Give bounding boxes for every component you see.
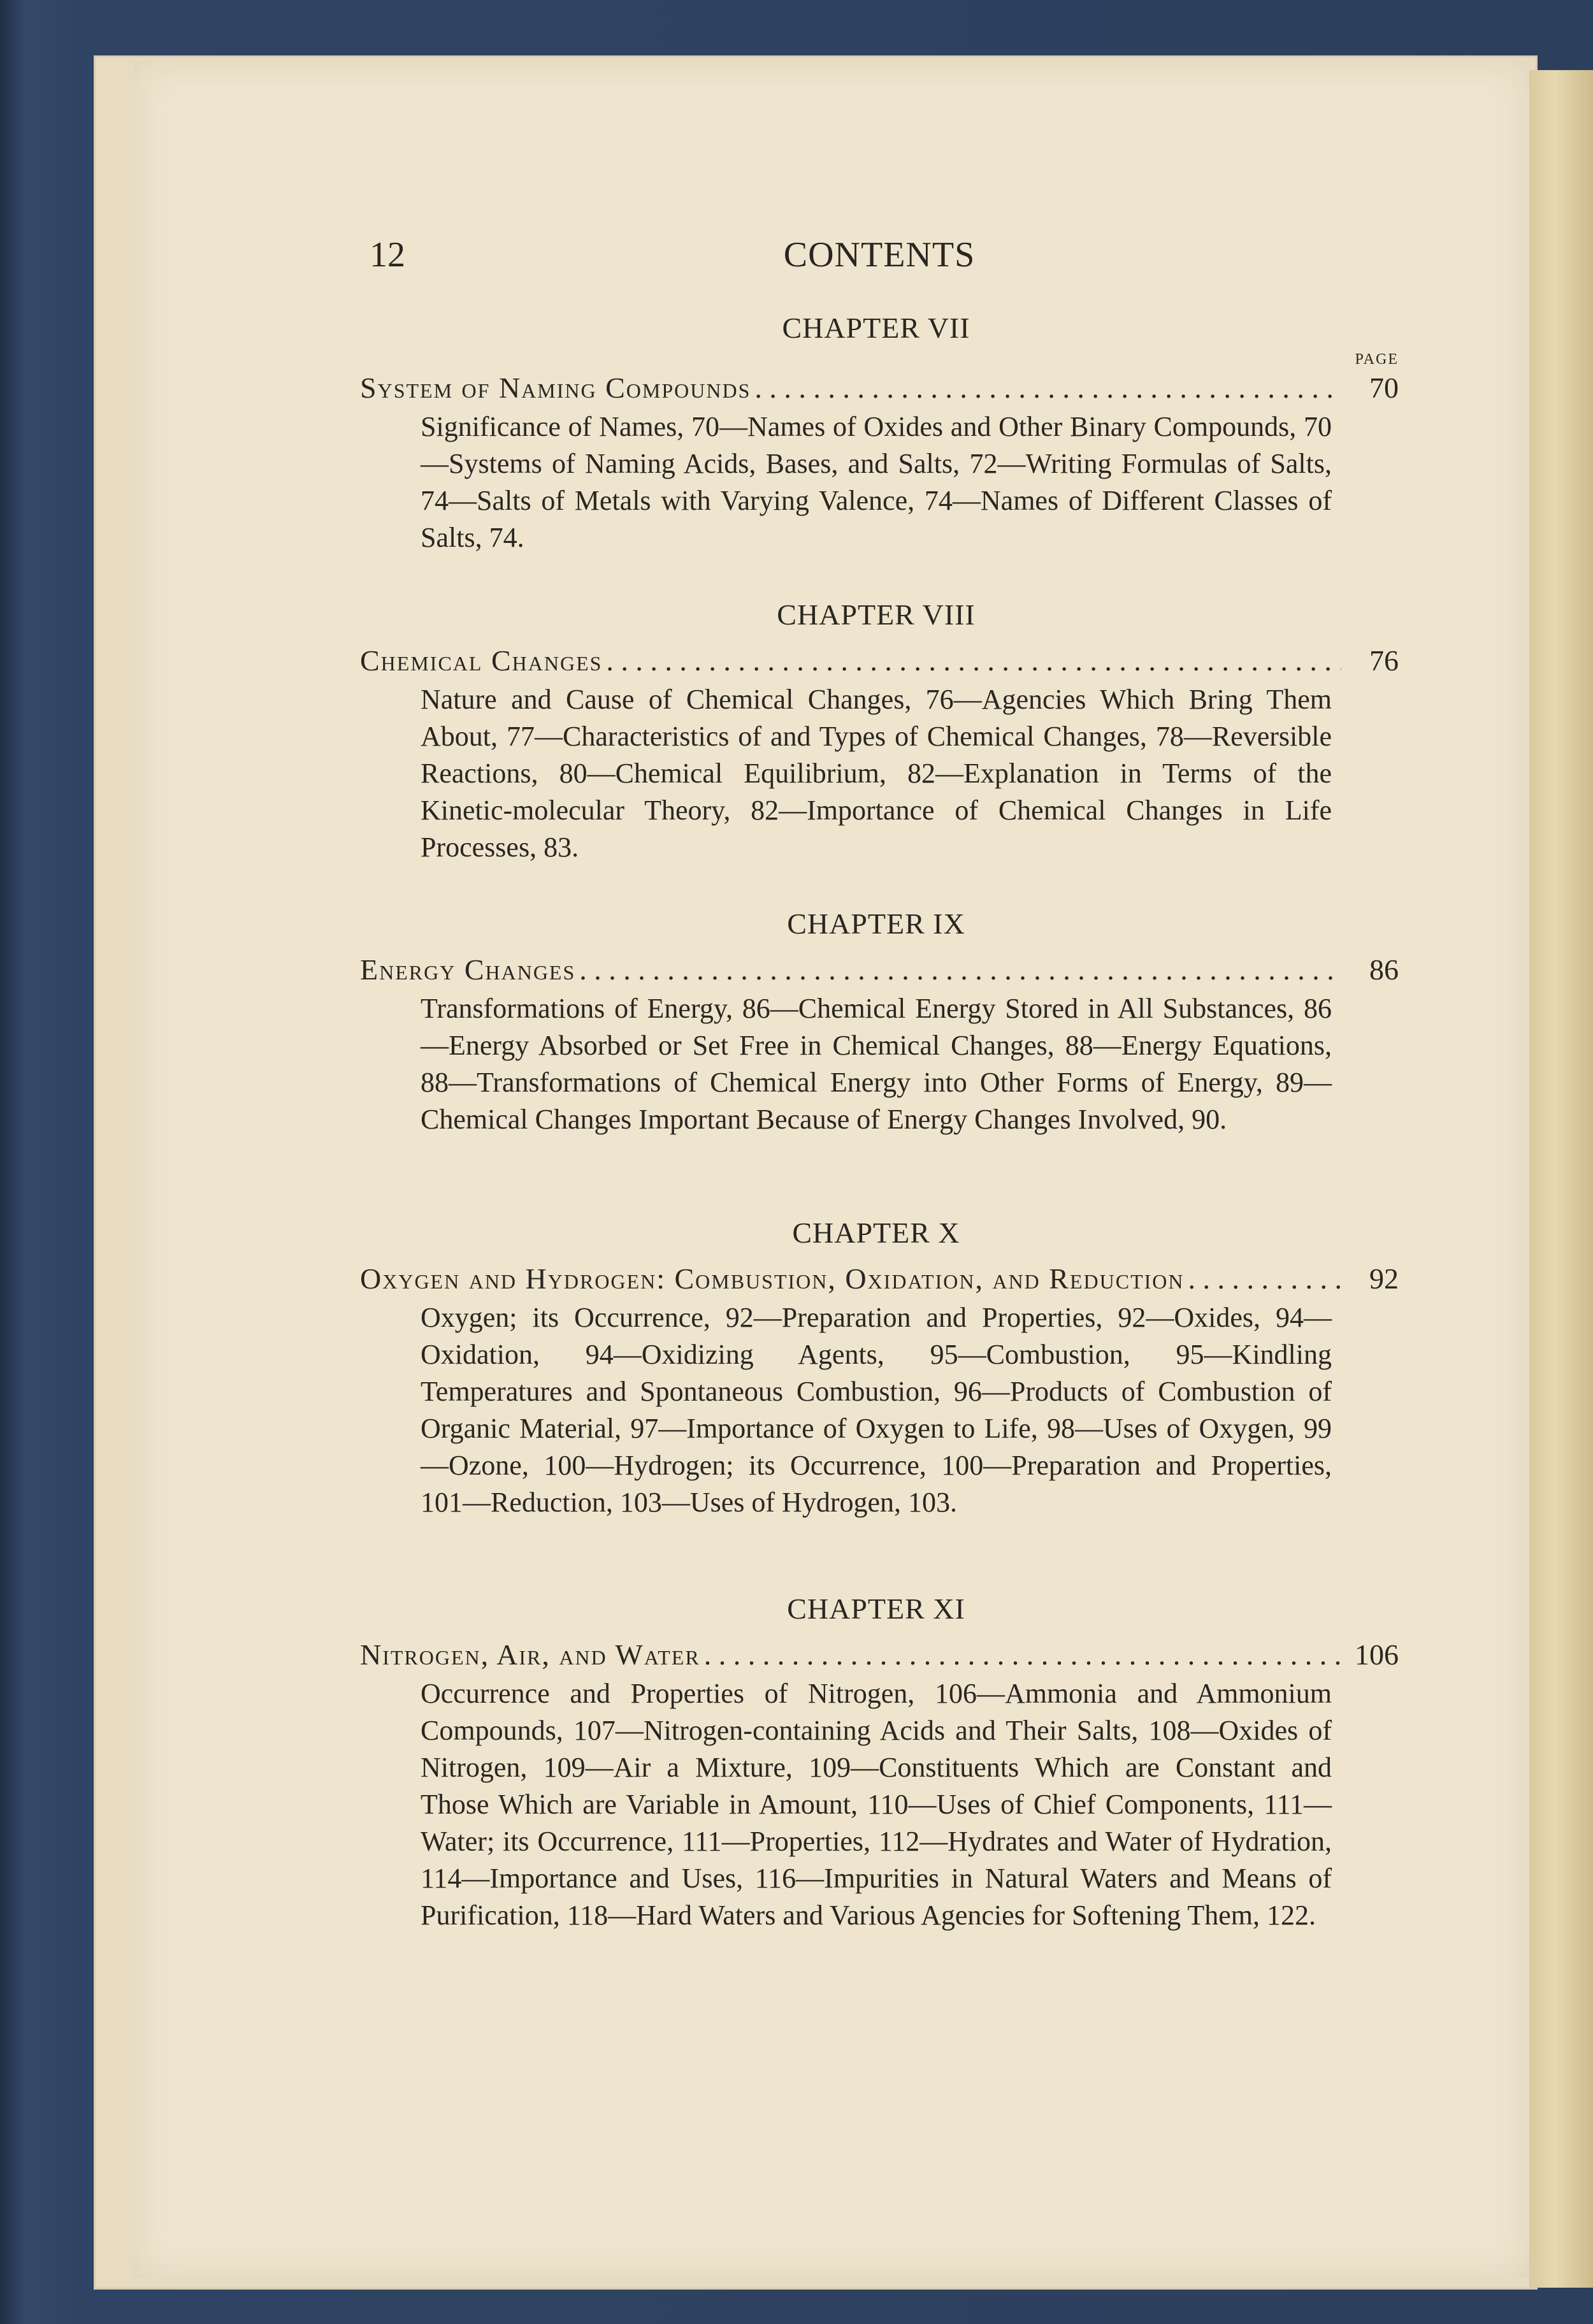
chapter-summary: Nature and Cause of Chemical Changes, 76—Agencies Which Bring Them About, 77—Characteristics of and Types of Chemical Changes, 78—Reversible Reactions, 80—Chemical Equilibrium, 82—Explanation in Terms of the Kinetic-molecular Theory, 82—Importance of Chemical Changes in Life Processes, 83. xyxy=(421,684,1332,863)
dot-leader xyxy=(602,642,1341,680)
chapter-heading: CHAPTER X xyxy=(792,1216,960,1249)
chapter-title-row[interactable] xyxy=(360,951,1399,989)
dot-leader xyxy=(1185,1260,1341,1298)
page-column-label: PAGE xyxy=(1355,351,1399,368)
page-number: 12 xyxy=(370,235,405,275)
dot-leader xyxy=(751,369,1341,407)
chapter-title: Oxygen and Hydrogen: Combustion, Oxidation, and Reduction xyxy=(360,1262,1185,1295)
chapter-page-number: 106 xyxy=(1355,1638,1399,1671)
chapter-title-row[interactable] xyxy=(360,1636,1399,1674)
chapter-summary: Occurrence and Properties of Nitrogen, 106—Ammonia and Ammonium Compounds, 107—Nitrogen-containing Acids and Their Salts, 108—Oxides of Nitrogen, 109—Air a Mixture, 109—Constituents Which are Constant and Those Which are Variable in Amount, 110—Uses of Chief Components, 111—Water; its Occurrence, 111—Properties, 112—Hydrates and Water of Hydration, 114—Importance and Uses, 116—Impurities in Natural Waters and Means of Purification, 118—Hard Waters and Various Agencies for Softening Them, 122. xyxy=(421,1678,1332,1931)
chapter-heading: CHAPTER IX xyxy=(787,907,965,940)
chapter-title-row[interactable] xyxy=(360,1260,1399,1298)
chapter-heading: CHAPTER VII xyxy=(782,312,970,344)
chapter-entry xyxy=(360,1590,1399,1934)
chapter-title-row[interactable] xyxy=(360,369,1399,407)
chapter-title: Chemical Changes xyxy=(360,644,603,677)
dot-leader xyxy=(700,1636,1341,1674)
chapter-page-number: 86 xyxy=(1369,953,1399,986)
chapter-page-number: 92 xyxy=(1369,1262,1399,1295)
chapter-entry xyxy=(360,1214,1399,1521)
page-header xyxy=(370,229,1389,280)
chapter-heading: CHAPTER VIII xyxy=(777,598,976,631)
chapter-entry xyxy=(360,596,1399,866)
chapter-title: System of Naming Compounds xyxy=(360,372,751,404)
chapter-summary: Significance of Names, 70—Names of Oxides and Other Binary Compounds, 70—Systems of Naming Acids, Bases, and Salts, 72—Writing Formulas of Salts, 74—Salts of Metals with Varying Valence, 74—Names of Different Classes of Salts, 74. xyxy=(421,411,1332,553)
dot-leader xyxy=(575,951,1341,989)
page-edges xyxy=(1529,70,1593,2288)
chapter-entry xyxy=(360,905,1399,1138)
chapter-page-number: 76 xyxy=(1369,644,1399,677)
chapter-summary: Oxygen; its Occurrence, 92—Preparation and Properties, 92—Oxides, 94—Oxidation, 94—Oxidizing Agents, 95—Combustion, 95—Kindling Temperatures and Spontaneous Combustion, 96—Products of Combustion of Organic Material, 97—Importance of Oxygen to Life, 98—Uses of Oxygen, 99—Ozone, 100—Hydrogen; its Occurrence, 100—Preparation and Properties, 101—Reduction, 103—Uses of Hydrogen, 103. xyxy=(421,1302,1332,1518)
chapter-summary: Transformations of Energy, 86—Chemical Energy Stored in All Substances, 86—Energy Absorbed or Set Free in Chemical Changes, 88—Energy Equations, 88—Transformations of Chemical Energy into Other Forms of Energy, 89—Chemical Changes Important Because of Energy Changes Involved, 90. xyxy=(421,993,1332,1135)
chapter-entry xyxy=(360,309,1399,556)
chapter-title: Nitrogen, Air, and Water xyxy=(360,1638,700,1671)
chapter-heading: CHAPTER XI xyxy=(787,1592,965,1625)
chapter-page-number: 70 xyxy=(1369,372,1399,404)
chapter-title-row[interactable] xyxy=(360,642,1399,680)
running-title: CONTENTS xyxy=(783,235,976,275)
chapter-title: Energy Changes xyxy=(360,953,576,986)
